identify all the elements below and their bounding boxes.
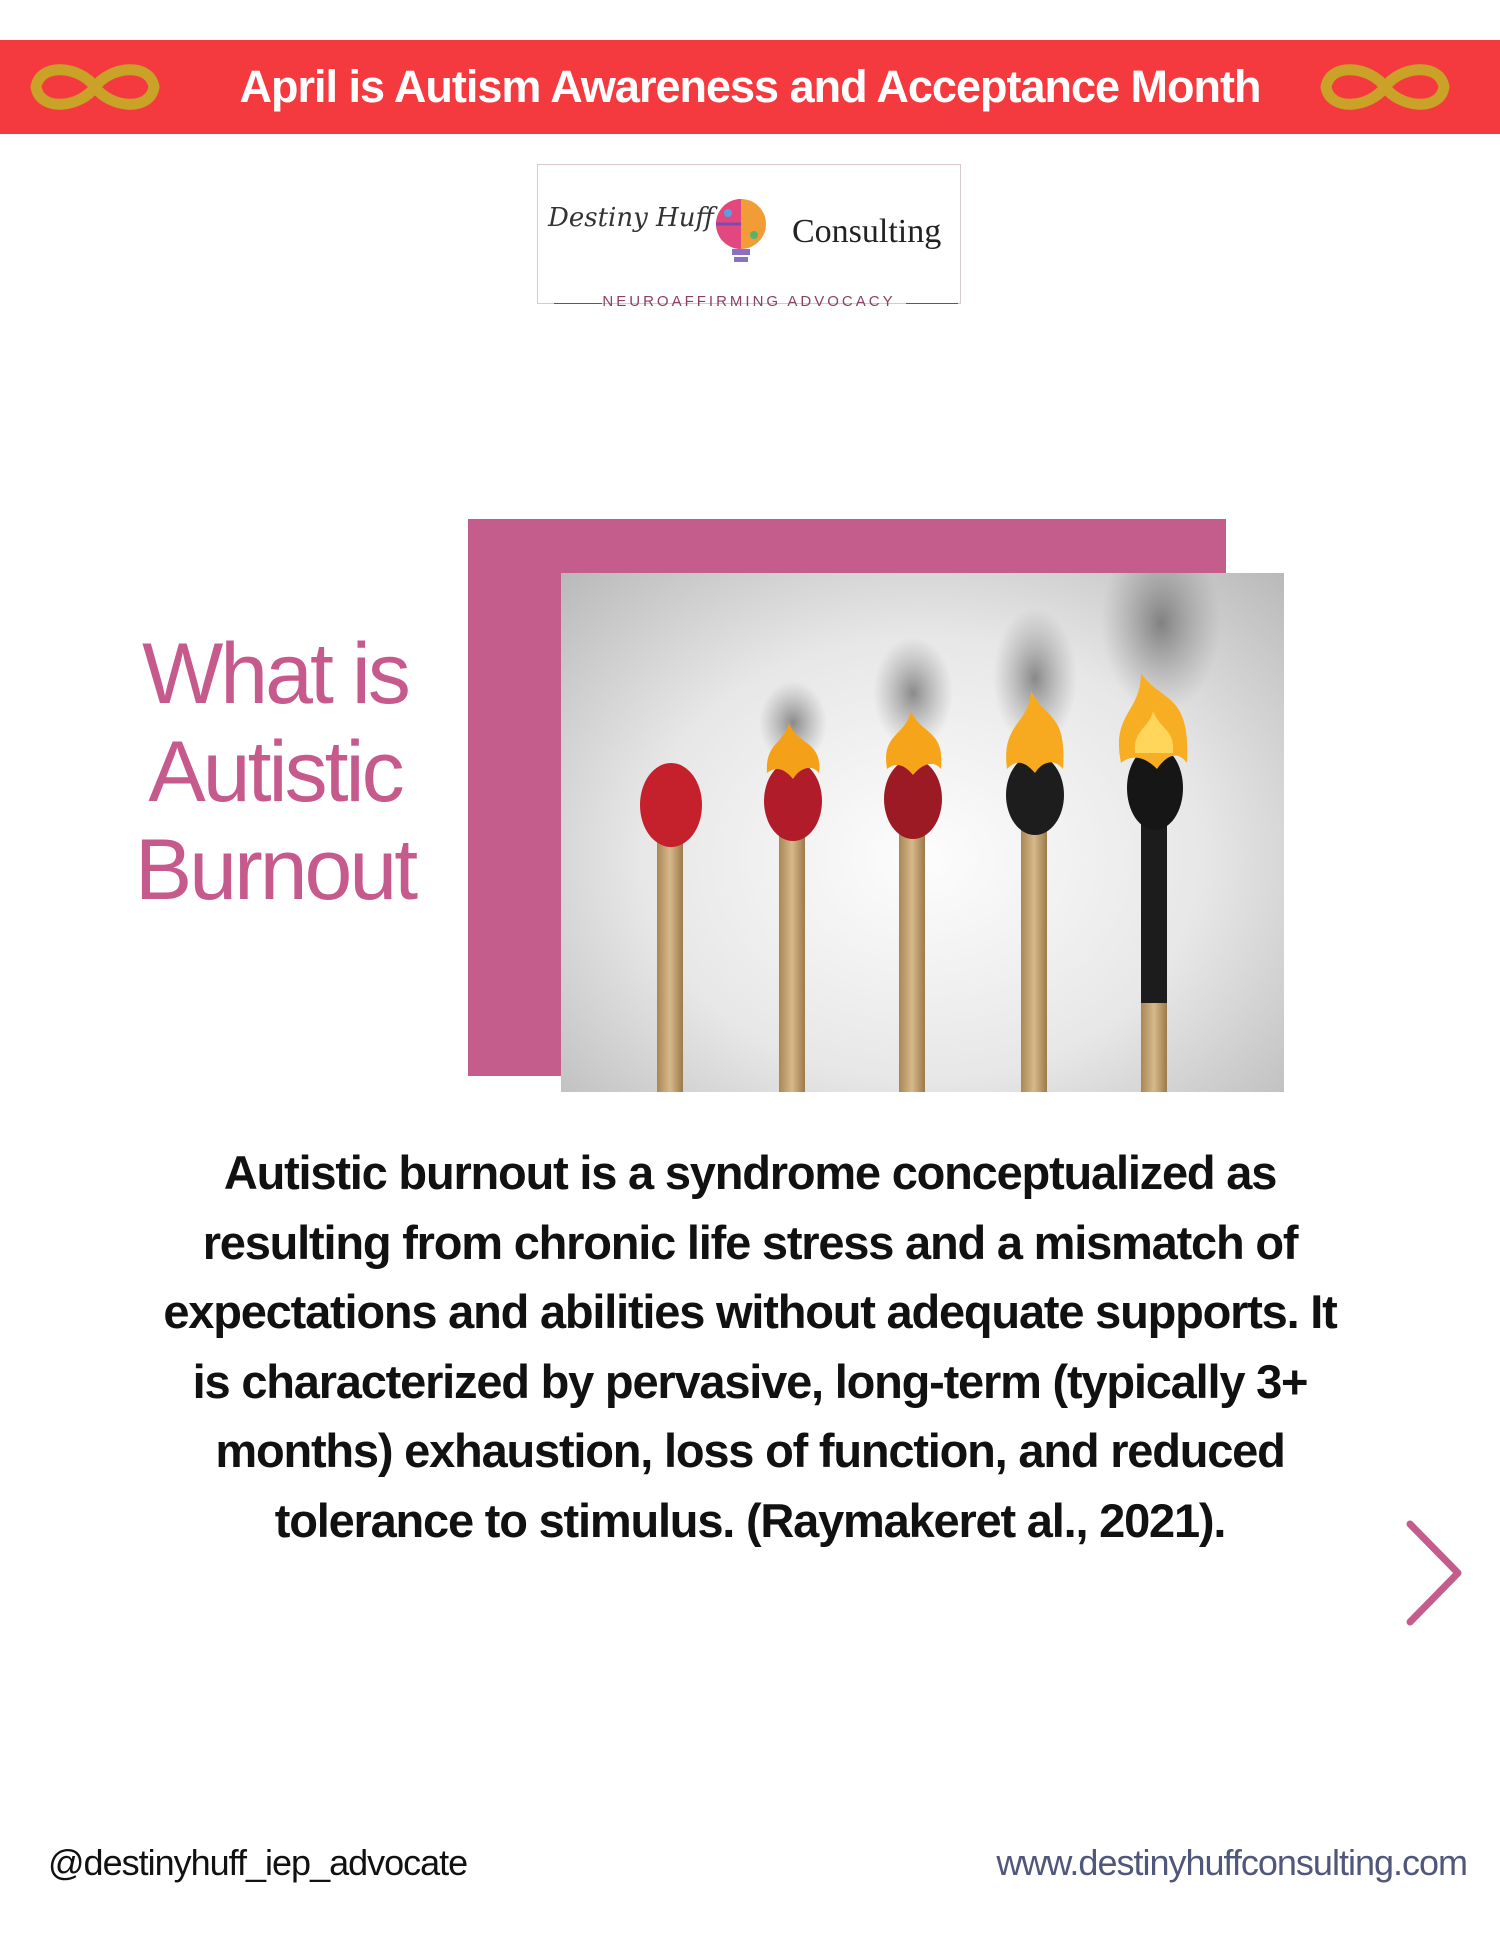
match-stick	[899, 823, 925, 1092]
brain-lightbulb-icon	[710, 195, 772, 267]
match-stick-burnt	[1141, 813, 1167, 1003]
body-line: expectations and abilities without adequate supports. It	[163, 1285, 1337, 1338]
match-stick	[1141, 1003, 1167, 1092]
match-stick	[657, 833, 683, 1092]
body-line: is characterized by pervasive, long-term (typically 3+	[192, 1354, 1308, 1408]
match-stick	[779, 823, 805, 1092]
smoke	[1101, 573, 1221, 713]
body-line: months) exhaustion, loss of function, and reduced	[215, 1424, 1285, 1477]
body-paragraph	[112, 1138, 1388, 1555]
title-line: What is	[142, 626, 408, 722]
matches-illustration	[561, 573, 1284, 1092]
logo-wordmark: Consulting	[792, 213, 942, 250]
title-line: Burnout	[134, 822, 416, 918]
burning-matches-photo	[561, 573, 1284, 1092]
match-head	[640, 763, 702, 847]
title-line: Autistic	[148, 724, 402, 820]
chevron-right-icon[interactable]	[1402, 1518, 1466, 1628]
infinity-icon	[1312, 56, 1458, 118]
logo-tagline: NEUROAFFIRMING ADVOCACY	[602, 293, 896, 310]
top-banner	[0, 40, 1500, 134]
banner-title: April is Autism Awareness and Acceptance Month	[239, 61, 1261, 112]
tagline-rule-right	[906, 303, 958, 304]
page-title	[100, 625, 450, 919]
body-line: Autistic burnout is a syndrome conceptualized as	[223, 1146, 1277, 1199]
match-stick	[1021, 823, 1047, 1092]
body-line: resulting from chronic life stress and a mismatch of	[202, 1215, 1298, 1269]
brand-logo	[537, 164, 961, 310]
social-handle: @destinyhuff_iep_advocate	[48, 1842, 468, 1883]
body-line: tolerance to stimulus. (Raymakeret al., 2021).	[274, 1493, 1226, 1547]
logo-script-name: Destiny Huff	[548, 203, 714, 233]
website-link[interactable]: www.destinyhuffconsulting.com	[996, 1842, 1467, 1883]
